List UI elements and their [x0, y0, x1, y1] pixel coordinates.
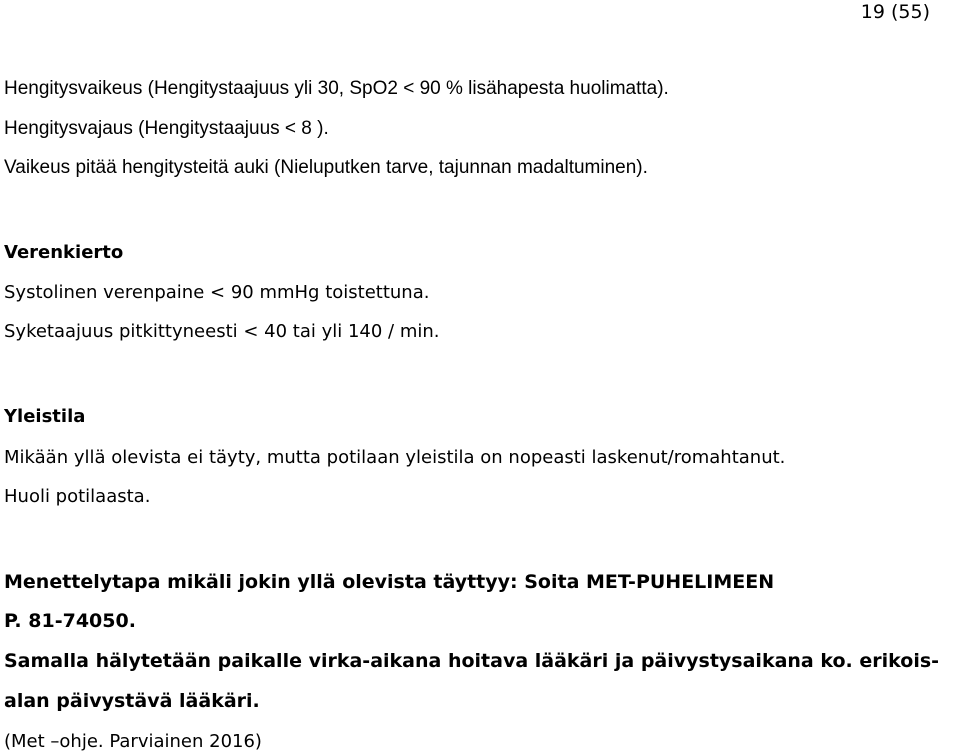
general-heading: Yleistila — [4, 406, 86, 427]
general-line-1: Mikään yllä olevista ei täyty, mutta potilaan yleistila on nopeasti laskenut/romahtanut. — [4, 447, 786, 468]
reference-note: (Met –ohje. Parviainen 2016) — [4, 731, 262, 752]
respiration-line-2: Hengitysvajaus (Hengitystaajuus < 8 ). — [4, 118, 329, 139]
respiration-line-3: Vaikeus pitää hengitysteitä auki (Nieluputken tarve, tajunnan madaltuminen). — [4, 157, 648, 178]
page-number: 19 (55) — [860, 1, 930, 23]
general-line-2: Huoli potilaasta. — [4, 486, 151, 507]
circulation-line-1: Systolinen verenpaine < 90 mmHg toistettuna. — [4, 282, 430, 303]
procedure-line-4: alan päivystävä lääkäri. — [4, 690, 260, 712]
procedure-line-3: Samalla hälytetään paikalle virka-aikana hoitava lääkäri ja päivystysaikana ko. erikois- — [4, 650, 940, 672]
procedure-line-1: Menettelytapa mikäli jokin yllä olevista täyttyy: Soita MET-PUHELIMEEN — [4, 571, 775, 593]
circulation-heading: Verenkierto — [4, 242, 124, 263]
circulation-line-2: Syketaajuus pitkittyneesti < 40 tai yli 140 / min. — [4, 321, 440, 342]
respiration-line-1: Hengitysvaikeus (Hengitystaajuus yli 30, SpO2 < 90 % lisähapesta huolimatta). — [4, 78, 669, 99]
procedure-phone-number: P. 81-74050. — [4, 610, 136, 632]
